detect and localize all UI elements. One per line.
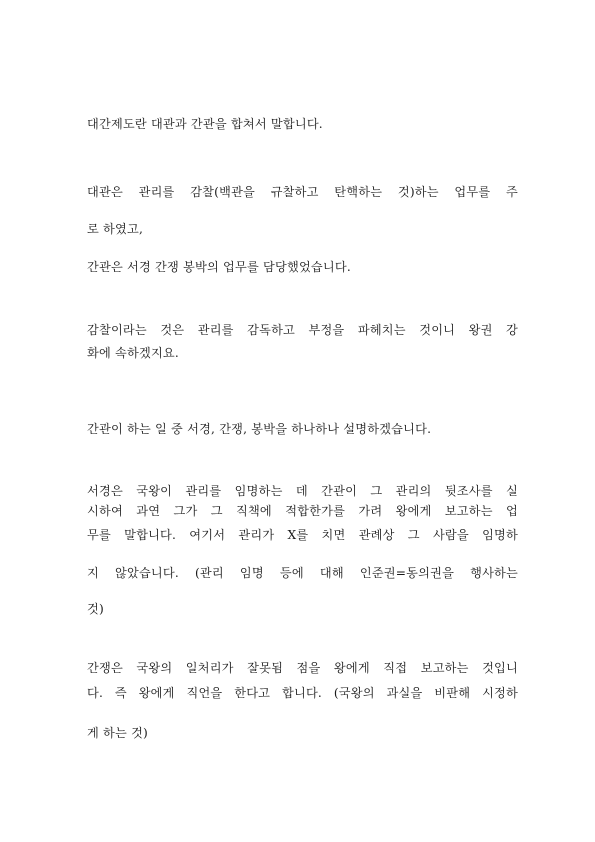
paragraph-line: 게 하는 것) (87, 726, 148, 740)
paragraph-line: 간관이 하는 일 중 서경, 간쟁, 봉박을 하나하나 설명하겠습니다. (87, 422, 432, 436)
paragraph-line: 대간제도란 대관과 간관을 합쳐서 말합니다. (87, 117, 323, 131)
paragraph-line: 시하여 과연 그가 그 직책에 적합한가를 가려 왕에게 보고하는 업 (87, 504, 518, 518)
paragraph-line: 것) (87, 602, 104, 616)
paragraph-line: 지 않았습니다. (관리 임명 등에 대해 인준권=동의권을 행사하는 (87, 566, 518, 580)
paragraph-line: 간관은 서경 간쟁 봉박의 업무를 담당했었습니다. (87, 260, 351, 274)
paragraph-line: 로 하였고, (87, 222, 144, 236)
paragraph-line: 감찰이라는 것은 관리를 감독하고 부정을 파헤치는 것이니 왕권 강 (87, 323, 518, 337)
paragraph-line: 다. 즉 왕에게 직언을 한다고 합니다. (국왕의 과실을 비판해 시정하 (87, 686, 518, 700)
paragraph-line: 간쟁은 국왕의 일처리가 잘못됨 점을 왕에게 직접 보고하는 것입니 (87, 661, 518, 675)
paragraph-line: 서경은 국왕이 관리를 임명하는 데 간관이 그 관리의 뒷조사를 실 (87, 484, 518, 498)
paragraph-line: 무를 말합니다. 여기서 관리가 X를 치면 관례상 그 사람을 임명하 (87, 528, 518, 542)
paragraph-line: 화에 속하겠지요. (87, 346, 179, 360)
paragraph-line: 대관은 관리를 감찰(백관을 규찰하고 탄핵하는 것)하는 업무를 주 (87, 185, 518, 199)
